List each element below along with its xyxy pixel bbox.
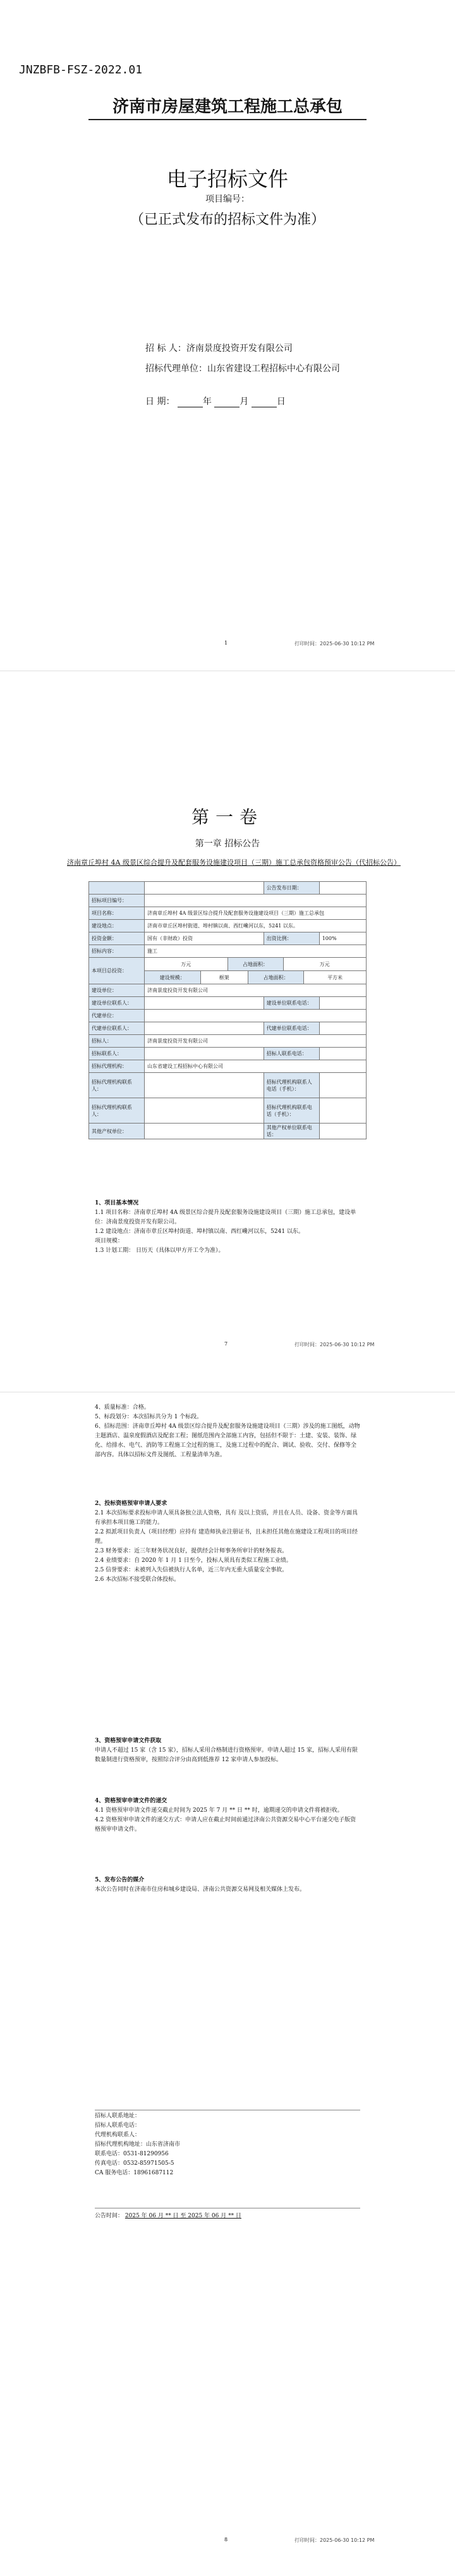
- cell-value: [145, 1048, 264, 1060]
- print-time: 打印时间：2025-06-30 10:12 PM: [294, 2537, 375, 2543]
- table-row: [89, 895, 367, 907]
- section-text: 项目规模：: [95, 1238, 124, 1244]
- cell-label: 占地面积：: [248, 971, 304, 984]
- cell-value: 济南章丘埠村 4A 级景区综合提升及配套服务设施建设项目（三期）施工总承包: [145, 907, 367, 920]
- print-time: 打印时间：2025-06-30 10:12 PM: [294, 1342, 375, 1347]
- section-text: 2.1 本次招标要求投标申请人须具备独立法人资格，具有 及以上资质，并且在人员、设备、资金等方面具有承担本项目施工的能力。: [95, 1510, 358, 1526]
- cell-label: 代建单位联系电话：: [264, 1022, 319, 1035]
- cell-label: 建设单位联系人：: [89, 997, 145, 1010]
- cell-value: [319, 1098, 366, 1124]
- cell-value: 框架: [200, 971, 248, 984]
- table-row: [89, 1060, 367, 1073]
- cell-label: 招标代理机构：: [89, 1060, 145, 1073]
- cell-label: 招标代理机构联系人：: [89, 1098, 145, 1124]
- date-month-blank: [214, 399, 240, 407]
- amount-subtable: [145, 958, 367, 971]
- section-text: 4、质量标准：合格。: [95, 1404, 150, 1411]
- date-line: [145, 395, 286, 407]
- cell-value: [319, 1073, 366, 1098]
- tenderer-line: 招 标 人：济南景度投资开发有限公司: [145, 344, 293, 354]
- section-3: [95, 1737, 360, 1765]
- cell-label: 出资比例：: [264, 932, 319, 945]
- section-text: 2.6 本次招标不接受联合体投标。: [95, 1576, 180, 1583]
- cell-value: [319, 1022, 366, 1035]
- cell-value: 万元: [145, 958, 228, 970]
- table-row: [89, 1124, 367, 1139]
- date-day-blank: [252, 399, 277, 407]
- date-month: 月: [240, 397, 249, 407]
- section-heading: 1、项目基本情况: [95, 1200, 139, 1206]
- page-number: 1: [224, 640, 228, 646]
- section-text: 6、招标范围：济南章丘埠村 4A 级景区综合提升及配套服务设施建设项目（三期）涉及的施工图纸，动物主题酒店、温泉度假酒店及配套工程；图纸范围内全部施工内容，包括但不限于：土建、安装、装饰、绿化、给排水、电气、消防等工程施工全过程的施工，及施工过程中的配合、调试、验收、交付、保修等全部内容。具体以招标文件及图纸、工程量清单为准。: [95, 1423, 360, 1458]
- table-row: [89, 907, 367, 920]
- table-row: [89, 1073, 367, 1098]
- section-text: 1.3 计划工期： 日历天（具体以甲方开工令为准）。: [95, 1248, 224, 1254]
- table-row: [89, 1048, 367, 1060]
- cell-label: 占地面积：: [228, 958, 283, 970]
- cell-value: [145, 895, 367, 907]
- contact-line: CA 服务电话：18961687112: [95, 2170, 174, 2176]
- doc-title: 电子招标文件: [166, 167, 288, 191]
- cell-value: 施工: [145, 945, 367, 958]
- section-1b: [95, 1403, 360, 1460]
- cell-label: 本项目总投资：: [89, 958, 145, 984]
- cell-value: [145, 1022, 264, 1035]
- cell-value: 国有（非财政）投资: [145, 932, 264, 945]
- publish-label: 公告时间：: [95, 2213, 124, 2219]
- table-row: [89, 997, 367, 1010]
- contact-line: 招标代理机构地址：山东省济南市: [95, 2141, 181, 2148]
- cell-label: 招标代理机构联系电话（手机）：: [264, 1098, 319, 1124]
- section-text: 2.4 业绩要求：自 2020 年 1 月 1 日至今，投标人须具有类似工程施工业绩。: [95, 1557, 292, 1564]
- date-label: 日 期：: [145, 397, 175, 407]
- cell-label: 代建单位联系人：: [89, 1022, 145, 1035]
- print-time: 打印时间：2025-06-30 10:12 PM: [294, 641, 375, 647]
- contact-line: 招标人联系电话：: [95, 2122, 141, 2129]
- project-no-label: 项目编号：: [205, 194, 250, 204]
- notice-title: 济南章丘埠村 4A 级景区综合提升及配套服务设施建设项目（三期）施工总承包资格预审公告（代招标公告）: [67, 858, 401, 867]
- cell-label: 公告发布日期：: [264, 882, 319, 895]
- cell-label: 建设单位：: [89, 984, 145, 997]
- publish-line: [95, 2208, 360, 2219]
- section-text: 2.2 拟派项目负责人（项目经理）应持有 建造师执业注册证书，且未担任其他在施建设工程项目的项目经理。: [95, 1529, 358, 1545]
- agent-line: 招标代理单位：山东省建设工程招标中心有限公司: [145, 364, 340, 374]
- section-heading: 3、资格预审申请文件获取: [95, 1738, 162, 1744]
- table-row: [89, 1098, 367, 1124]
- section-heading: 5、发布公告的媒介: [95, 1877, 145, 1883]
- section-text: 2.5 信誉要求：未被列入失信被执行人名单，近三年内无重大质量安全事故。: [95, 1567, 288, 1573]
- cell-label: 其他产权单位：: [89, 1124, 145, 1139]
- cover-page: [0, 0, 455, 835]
- page-number: 8: [224, 2537, 228, 2542]
- cell-value: [145, 1010, 367, 1022]
- cell-value: 100%: [319, 932, 366, 945]
- table-row: [89, 1010, 367, 1022]
- doc-code: JNZBFB-FSZ-2022.01: [19, 63, 143, 77]
- contact-block: [95, 2112, 360, 2178]
- section-text: 4.1 资格预审申请文件递交截止时间为 2025 年 7 月 ** 日 ** 时，逾期递交的申请文件将被拒收。: [95, 1807, 343, 1814]
- section-text: 2.3 财务要求：近三年财务状况良好，提供经会计师事务所审计的财务报表。: [95, 1548, 288, 1554]
- section-text: 5、标段划分：本次招标共分为 1 个标段。: [95, 1414, 203, 1420]
- section-4: [95, 1797, 360, 1835]
- table-row: [89, 945, 367, 958]
- section-1: [95, 1199, 360, 1256]
- main-title: 济南市房屋建筑工程施工总承包: [112, 97, 343, 116]
- cell-value: 济南市章丘区埠村街道、埠村镇以南、西红巉河以东，5241 以东。: [145, 920, 367, 932]
- cell-label: 招标项目编号：: [89, 895, 145, 907]
- section-text: 1.1 项目名称：济南章丘埠村 4A 级景区综合提升及配套服务设施建设项目（三期）施工总承包，建设单位：济南景度投资开发有限公司。: [95, 1210, 356, 1225]
- cell-label: [89, 882, 145, 895]
- cell-label: 招标联系人：: [89, 1048, 145, 1060]
- publish-value: 2025 年 06 月 ** 日 至 2025 年 06 月 ** 日: [124, 2213, 241, 2219]
- cell-value: [319, 882, 366, 895]
- cell-label: 招标内容：: [89, 945, 145, 958]
- table-row: [89, 958, 367, 971]
- cell-value: [319, 1048, 366, 1060]
- section-heading: 4、资格预审申请文件的递交: [95, 1798, 167, 1804]
- notice-table: [88, 881, 367, 1139]
- cell-label: 建设单位联系电话：: [264, 997, 319, 1010]
- section-text: 申请人不超过 15 家（含 15 家），招标人采用合格制进行资格预审。申请人超过 15 家，招标人采用有限数量制进行资格预审，按照综合评分由高到低推荐 12 家申请人参加投标。: [95, 1747, 358, 1763]
- table-row: [89, 1022, 367, 1035]
- cell-value: [319, 1124, 366, 1139]
- section-text: 4.2 资格预审申请文件的递交方式：申请人应在截止时间前通过济南公共资源交易中心平台递交电子版资格预审申请文件。: [95, 1817, 356, 1833]
- title-rule: [88, 119, 367, 120]
- cell-label: 招标人联系电话：: [264, 1048, 319, 1060]
- cell-value: [145, 1124, 264, 1139]
- cell-label: 投资金额：: [89, 932, 145, 945]
- cell-value: 万元: [283, 958, 366, 970]
- contact-line: 代理机构联系人：: [95, 2132, 141, 2138]
- doc-note: （已正式发布的招标文件为准）: [130, 212, 325, 228]
- contact-line: 联系电话：0531-81290956: [95, 2151, 169, 2157]
- chapter-title: 第一章 招标公告: [195, 839, 260, 849]
- cell-value: 济南景度投资开发有限公司: [145, 984, 367, 997]
- cell-value: [145, 997, 264, 1010]
- section-heading: 2、投标资格预审申请人要求: [95, 1501, 167, 1507]
- page-number: 7: [224, 1341, 228, 1347]
- contact-line: 传真电话：0532-85971505-5: [95, 2160, 174, 2167]
- date-day: 日: [276, 397, 286, 407]
- cell-value: [319, 997, 366, 1010]
- cell-label: 建设地点：: [89, 920, 145, 932]
- cell-label: 项目名称：: [89, 907, 145, 920]
- date-year-blank: [178, 399, 203, 407]
- table-row: [89, 1035, 367, 1048]
- cell-value: [145, 882, 264, 895]
- table-row: [89, 984, 367, 997]
- cell-label: 招标代理机构联系人电话（手机）：: [264, 1073, 319, 1098]
- cell-label: 代建单位：: [89, 1010, 145, 1022]
- section-text: 1.2 建设地点：济南市章丘区埠村街道、埠村镇以南、西红巉河以东，5241 以东。: [95, 1229, 304, 1235]
- cell-value: [145, 1073, 264, 1098]
- section-5: [95, 1876, 360, 1895]
- table-row: [89, 932, 367, 945]
- table-row: [89, 882, 367, 895]
- volume-title: 第一卷: [191, 807, 264, 827]
- cell-value: 平方米: [304, 971, 366, 984]
- cell-value: 山东省建设工程招标中心有限公司: [145, 1060, 367, 1073]
- contact-line: 招标人联系地址：: [95, 2113, 141, 2119]
- cell-label: 招标人：: [89, 1035, 145, 1048]
- cell-value: [145, 1098, 264, 1124]
- cell-label: 建设规模：: [145, 971, 200, 984]
- cell-label: 其他产权单位联系电话：: [264, 1124, 319, 1139]
- amount-subtable-2: [145, 971, 367, 984]
- cell-label: 招标代理机构联系人：: [89, 1073, 145, 1098]
- section-text: 本次公告同时在济南市住房和城乡建设局、济南公共资源交易网及相关媒体上发布。: [95, 1886, 306, 1893]
- cell-value: 济南景度投资开发有限公司: [145, 1035, 367, 1048]
- table-row: [89, 920, 367, 932]
- date-year: 年: [202, 397, 212, 407]
- section-2: [95, 1499, 360, 1585]
